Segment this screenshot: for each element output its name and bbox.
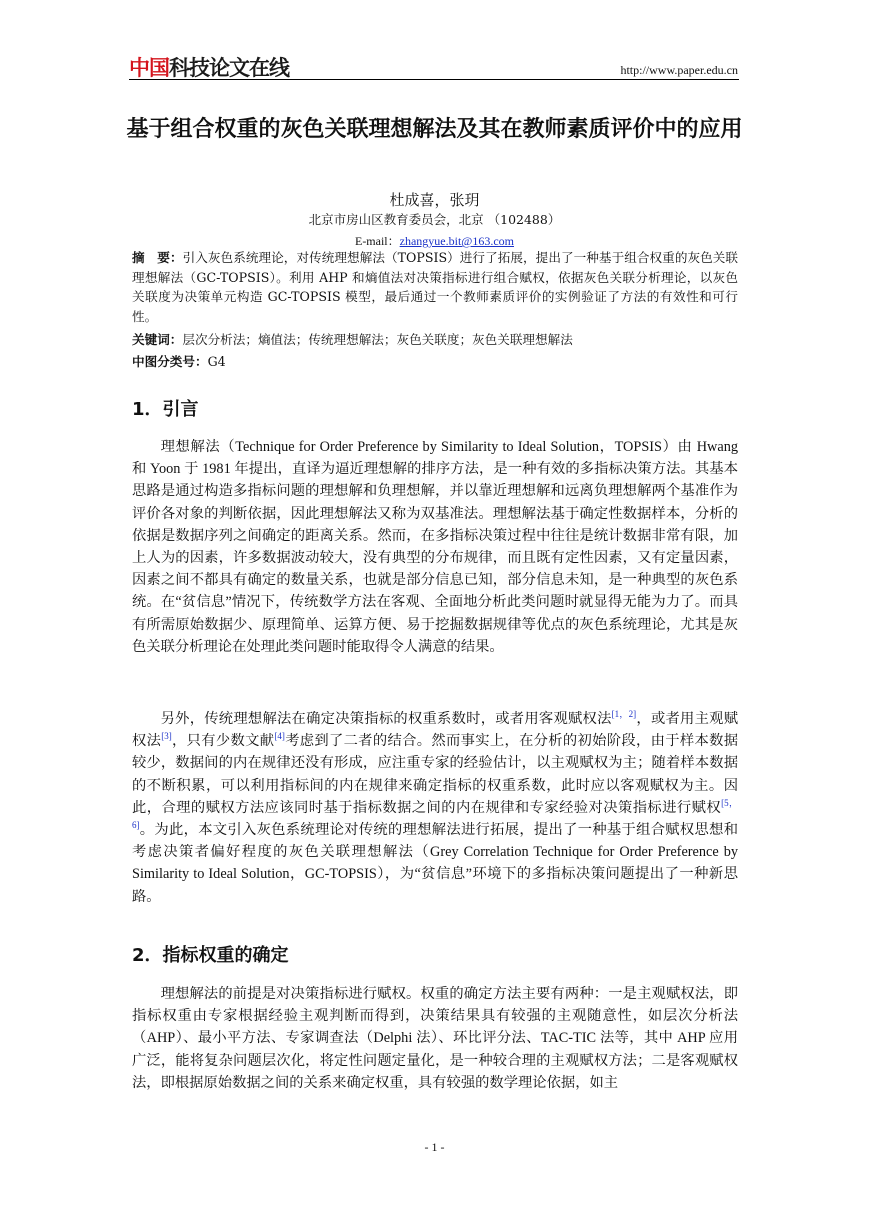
author-email-line — [0, 233, 869, 249]
classification-number — [132, 352, 738, 372]
site-logo — [129, 56, 289, 80]
section-1-heading: 1．引言 — [132, 399, 199, 420]
abstract-label: 摘 要： — [132, 250, 183, 265]
section-2-paragraph-1: 理想解法的前提是对决策指标进行赋权。权重的确定方法主要有两种：一是主观赋权法，即指标权重由专家根据经验主观判断而得到，决策结果具有较强的主观随意性，如层次分析法（AHP）、最小平方法、专家调查法（Delphi 法）、环比评分法、TAC-TIC 法等，其中 AHP 应用广泛，能将复杂问题层次化，将定性问题定量化，是一种较合理的主观赋权方法；二是客观赋权法，即根据原始数据之间的关系来确定权重，具有较强的数学理论依据，如主 — [132, 986, 738, 1091]
email-label: E-mail： — [354, 234, 400, 248]
keywords-label: 关键词： — [132, 332, 183, 347]
p2-text-e: 。为此，本文引入灰色系统理论对传统的理想解法进行拓展，提出了一种基于组合赋权思想和考虑决策者偏好程度的灰色关联理想解法（Grey Correlation Technique for Order Preference by Similarity to Ideal Solution，GC-TOPSIS），为“贫信息”环境下的多指标决策问题提出了一种新思路。 — [132, 822, 738, 905]
abstract — [132, 248, 738, 326]
p2-text-d: 考虑到了二者的结合。然而事实上，在分析的初始阶段，由于样本数据较少，数据间的内在规律还没有形成，应注重专家的经验估计，以主观赋权为主；随着样本数据的不断积累，可以利用指标间的内在规律来确定指标的权重系数，此时应以客观赋权为主。因此，合理的赋权方法应该同时基于指标数据之间的内在规律和专家经验对决策指标进行赋权 — [132, 733, 738, 816]
p2-text-b: ，或者用主观赋权法 — [132, 711, 739, 750]
header-divider — [129, 79, 739, 80]
abstract-text: 引入灰色系统理论，对传统理想解法（TOPSIS）进行了拓展，提出了一种基于组合权重的灰色关联理想解法（GC-TOPSIS）。利用 AHP 和熵值法对决策指标进行组合赋权，依据灰色关联分析理论，以灰色关联度为决策单元构造 GC-TOPSIS 模型，最后通过一个教师素质评价的实例验证了方法的有效性和可行性。 — [132, 250, 739, 324]
author-affiliation: 北京市房山区教育委员会，北京 （102488） — [308, 212, 561, 227]
p2-text-c: ，只有少数文献 — [171, 733, 275, 750]
citation-5-6[interactable]: [5，6] — [132, 798, 739, 831]
paper-authors: 杜成喜，张玥 — [389, 191, 480, 209]
clc-label: 中图分类号： — [132, 354, 208, 369]
page-number: - 1 - — [424, 1140, 445, 1154]
keywords-text: 层次分析法；熵值法；传统理想解法；灰色关联度；灰色关联理想解法 — [182, 332, 573, 347]
citation-3[interactable]: [3] — [161, 731, 172, 742]
section-2-heading: 2．指标权重的确定 — [132, 945, 289, 966]
keywords — [132, 330, 738, 350]
paper-title: 基于组合权重的灰色关联理想解法及其在教师素质评价中的应用 — [126, 117, 743, 142]
citation-4[interactable]: [4] — [274, 731, 285, 742]
logo-part-2: 科技论文在线 — [169, 56, 289, 80]
logo-part-1: 中国 — [129, 56, 169, 80]
clc-text: G4 — [207, 354, 226, 369]
section-1-paragraph-1: 理想解法（Technique for Order Preference by Similarity to Ideal Solution，TOPSIS）由 Hwang 和 Yoon 于 1981 年提出，直译为逼近理想解的排序方法，是一种有效的多指标决策方法。其基本思路是通过构造多指标问题的理想解和负理想解，并以靠近理想解和远离负理想解两个基准作为评价各对象的判断依据，因此理想解法又称为双基准法。理想解法基于确定性数据样本，分析的依据是数据序列之间确定的距离关系。然而，在多指标决策过程中往往是统计数据非常有限，加上人为的因素，许多数据波动较大，没有典型的分布规律，而且既有定性因素，又有定量因素，因素之间不都具有确定的数量关系，也就是部分信息已知，部分信息未知，是一种典型的灰色系统。在“贫信息”情况下，传统数学方法在客观、全面地分析此类问题时就显得无能为力了。而具有所需原始数据少、原理简单、运算方便、易于挖掘数据规律等优点的灰色系统理论，尤其是灰色关联分析理论在处理此类问题时能取得令人满意的结果。 — [132, 439, 738, 655]
email-link[interactable]: zhangyue.bit@163.com — [399, 234, 514, 248]
citation-1-2[interactable]: [1，2] — [611, 709, 637, 720]
p2-text-a: 另外，传统理想解法在确定决策指标的权重系数时，或者用客观赋权法 — [160, 711, 612, 727]
site-url[interactable]: http://www.paper.edu.cn — [620, 63, 738, 77]
section-1-paragraph-2 — [132, 708, 738, 908]
